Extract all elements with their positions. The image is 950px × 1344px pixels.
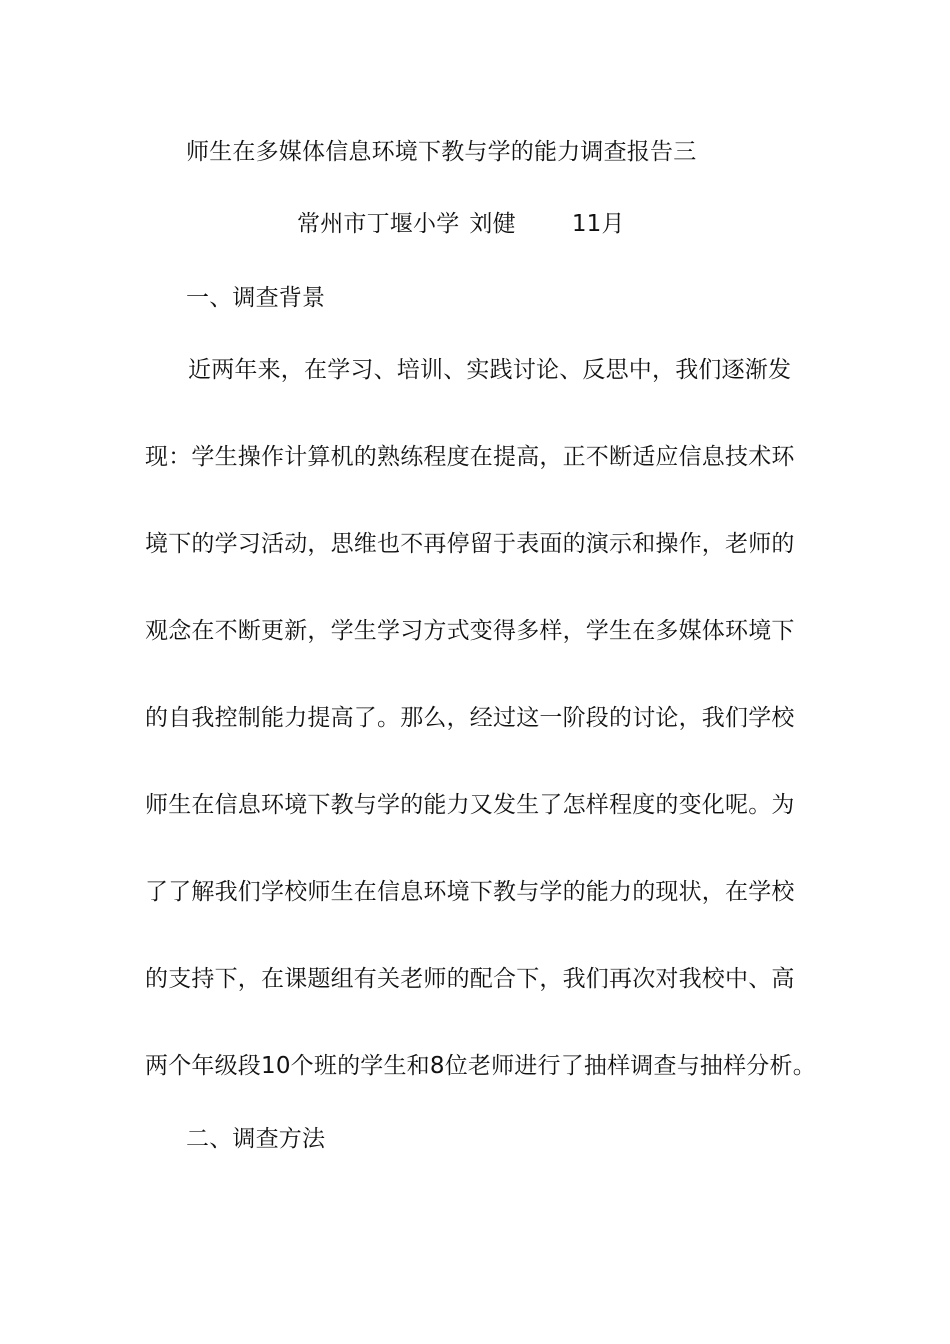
body-line: 观念在不断更新，学生学习方式变得多样，学生在多媒体环境下: [145, 618, 795, 644]
body-line: 两个年级段10个班的学生和8位老师进行了抽样调查与抽样分析。: [145, 1053, 816, 1079]
body-line: 近两年来，在学习、培训、实践讨论、反思中，我们逐渐发: [188, 357, 792, 383]
section-heading-method: 二、调查方法: [186, 1126, 326, 1152]
document-title: 师生在多媒体信息环境下教与学的能力调查报告三: [186, 139, 697, 165]
body-line: 境下的学习活动，思维也不再停留于表面的演示和操作，老师的: [145, 531, 795, 557]
author-name: 刘健: [469, 211, 516, 237]
school-name: 常州市丁堰小学: [297, 211, 460, 237]
report-date: 11月: [571, 211, 625, 237]
author-line: [297, 209, 625, 239]
body-line: 师生在信息环境下教与学的能力又发生了怎样程度的变化呢。为: [145, 792, 795, 818]
body-line: 了了解我们学校师生在信息环境下教与学的能力的现状，在学校: [145, 879, 795, 905]
body-line: 的自我控制能力提高了。那么，经过这一阶段的讨论，我们学校: [145, 705, 795, 731]
body-line: 的支持下，在课题组有关老师的配合下，我们再次对我校中、高: [145, 966, 795, 992]
section-heading-background: 一、调查背景: [186, 285, 326, 311]
body-line: 现：学生操作计算机的熟练程度在提高，正不断适应信息技术环: [145, 444, 795, 470]
